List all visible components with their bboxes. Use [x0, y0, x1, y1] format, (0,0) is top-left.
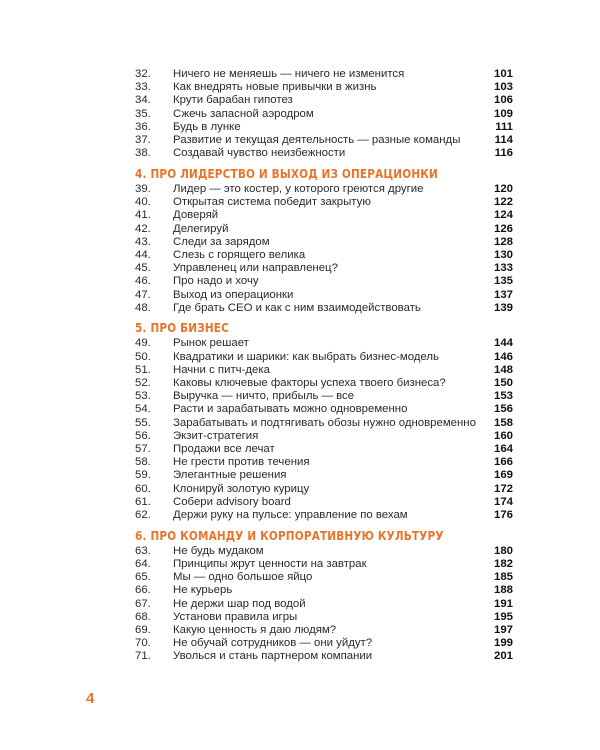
entry-number: 62. — [135, 509, 151, 522]
entry-page: 199 — [493, 637, 513, 650]
entry-page: 120 — [493, 182, 513, 195]
entry-page: 122 — [493, 196, 513, 209]
entry-title: Зарабатывать и подтягивать обозы нужно одновременно — [173, 416, 476, 429]
entry-title: Квадратики и шарики: как выбрать бизнес-модель — [173, 350, 439, 363]
toc-entry[interactable] — [135, 584, 513, 597]
page-number: 4 — [86, 690, 95, 707]
entry-title: Клонируй золотую курицу — [173, 482, 310, 495]
toc-entry[interactable] — [135, 509, 513, 522]
entry-page: 182 — [493, 558, 513, 570]
entry-title: Про надо и хочу — [173, 275, 259, 288]
entry-number: 71. — [135, 650, 151, 663]
toc-entry[interactable] — [135, 289, 513, 302]
toc-entry[interactable] — [135, 68, 513, 81]
entry-title: Делегируй — [173, 222, 229, 235]
entry-page: 153 — [493, 390, 513, 403]
entry-number: 39. — [135, 182, 151, 195]
entry-title: Выручка — ничто, прибыль — все — [173, 390, 355, 403]
entry-number: 61. — [135, 495, 151, 508]
toc-entry[interactable] — [135, 351, 513, 364]
entry-number: 51. — [135, 363, 151, 376]
toc-entry[interactable] — [135, 571, 513, 584]
entry-page: 126 — [493, 222, 513, 235]
toc-entry[interactable] — [135, 134, 513, 147]
entry-title: Рынок решает — [173, 337, 249, 350]
toc-entry[interactable] — [135, 236, 513, 249]
entry-page: 139 — [493, 301, 513, 314]
entry-title: Ничего не меняешь — ничего не изменится — [173, 68, 405, 80]
entry-title: Не держи шар под водой — [173, 597, 306, 610]
section-heading: 6. ПРО КОМАНДУ И КОРПОРАТИВНУЮ КУЛЬТУРУ — [135, 528, 444, 543]
toc-entry[interactable] — [135, 275, 513, 288]
entry-page: 109 — [493, 107, 513, 120]
toc-entry[interactable] — [135, 496, 513, 509]
entry-page: 116 — [494, 147, 513, 160]
entry-number: 36. — [135, 120, 151, 133]
entry-title: Экзит-стратегия — [173, 429, 259, 442]
entry-number: 48. — [135, 301, 151, 314]
entry-number: 47. — [135, 288, 151, 301]
entry-title: Установи правила игры — [173, 610, 298, 623]
toc-entry[interactable] — [135, 223, 513, 236]
toc-entry[interactable] — [135, 611, 513, 624]
toc-entry[interactable] — [135, 403, 513, 416]
entry-page: 103 — [493, 81, 513, 94]
entry-page: 195 — [493, 610, 513, 623]
entry-number: 57. — [135, 443, 151, 456]
entry-page: 135 — [493, 275, 513, 288]
entry-number: 67. — [135, 597, 151, 610]
entry-number: 58. — [135, 456, 151, 469]
entry-number: 32. — [135, 68, 151, 80]
entry-title: Слезь с горящего велика — [173, 248, 306, 261]
toc-entry[interactable] — [135, 598, 513, 611]
entry-title: Не обучай сотрудников — они уйдут? — [173, 637, 373, 650]
entry-page: 180 — [493, 544, 513, 557]
toc-entry[interactable] — [135, 94, 513, 107]
entry-number: 43. — [135, 235, 151, 248]
entry-page: 174 — [493, 495, 513, 508]
entry-page: 144 — [493, 337, 513, 350]
toc-entry[interactable] — [135, 377, 513, 390]
toc-entry[interactable] — [135, 196, 513, 209]
entry-page: 114 — [494, 134, 513, 147]
entry-number: 46. — [135, 275, 151, 288]
entry-title: Принципы жрут ценности на завтрак — [173, 558, 367, 570]
entry-title: Расти и зарабатывать можно одновременно — [173, 403, 408, 416]
entry-page: 137 — [493, 288, 513, 301]
toc-entry[interactable] — [135, 456, 513, 469]
entry-page: 160 — [493, 429, 513, 442]
entry-title: Развитие и текущая деятельность — разные команды — [173, 134, 461, 147]
entry-number: 44. — [135, 248, 151, 261]
entry-title: Начни с питч-дека — [173, 363, 270, 376]
entry-number: 42. — [135, 222, 151, 235]
entry-number: 38. — [135, 147, 151, 160]
entry-title: Будь в лунке — [173, 120, 241, 133]
toc-entry[interactable] — [135, 209, 513, 222]
entry-title: Элегантные решения — [173, 469, 287, 482]
entry-title: Мы — одно большое яйцо — [173, 571, 313, 584]
toc-entry[interactable] — [135, 262, 513, 275]
toc-entry[interactable] — [135, 121, 513, 134]
entry-title: Следи за зарядом — [173, 235, 270, 248]
entry-page: 146 — [493, 350, 513, 363]
entry-number: 34. — [135, 94, 151, 107]
entry-title: Собери advisory board — [173, 495, 291, 508]
entry-page: 124 — [493, 209, 513, 222]
section-heading: 4. ПРО ЛИДЕРСТВО И ВЫХОД ИЗ ОПЕРАЦИОНКИ — [135, 166, 438, 181]
entry-page: 191 — [493, 597, 513, 610]
entry-page: 128 — [493, 235, 513, 248]
entry-page: 197 — [493, 624, 513, 637]
entry-title: Управленец или направленец? — [173, 262, 338, 275]
entry-page: 156 — [493, 403, 513, 416]
entry-page: 130 — [493, 248, 513, 261]
toc-entry[interactable] — [135, 417, 513, 430]
entry-number: 55. — [135, 416, 151, 429]
entry-title: Каковы ключевые факторы успеха твоего бизнеса? — [173, 377, 446, 390]
toc-entry[interactable] — [135, 650, 513, 663]
entry-page: 106 — [493, 94, 513, 107]
entry-number: 63. — [135, 544, 151, 557]
toc-entry[interactable] — [135, 183, 513, 196]
entry-title: Не грести против течения — [173, 456, 310, 469]
entry-number: 56. — [135, 429, 151, 442]
toc-entry[interactable] — [135, 364, 513, 377]
entry-page: 172 — [493, 482, 513, 495]
entry-page: 201 — [493, 650, 513, 663]
entry-number: 33. — [135, 81, 151, 94]
toc-entry[interactable] — [135, 337, 513, 350]
entry-number: 60. — [135, 482, 151, 495]
entry-page: 169 — [493, 469, 513, 482]
entry-number: 59. — [135, 469, 151, 482]
toc-entry[interactable] — [135, 108, 513, 121]
entry-page: 133 — [493, 262, 513, 275]
entry-title: Где брать CEO и как с ним взаимодействовать — [173, 301, 421, 314]
entry-number: 54. — [135, 403, 151, 416]
entry-page: 166 — [493, 456, 513, 469]
toc-entry[interactable] — [135, 545, 513, 558]
toc-entry[interactable] — [135, 469, 513, 482]
entry-page: 148 — [493, 363, 513, 376]
entry-number: 45. — [135, 262, 151, 275]
entry-title: Создавай чувство неизбежности — [173, 147, 346, 160]
entry-title: Не будь мудаком — [173, 544, 264, 557]
entry-number: 70. — [135, 637, 151, 650]
entry-number: 65. — [135, 571, 151, 584]
entry-number: 69. — [135, 624, 151, 637]
toc-entry[interactable] — [135, 637, 513, 650]
entry-title: Доверяй — [173, 209, 219, 222]
entry-page: 185 — [493, 571, 513, 584]
entry-number: 40. — [135, 196, 151, 209]
entry-title: Продажи все лечат — [173, 443, 275, 456]
entry-title: Лидер — это костер, у которого греются другие — [173, 182, 424, 195]
entry-page: 101 — [493, 68, 513, 80]
entry-number: 37. — [135, 134, 151, 147]
entry-title: Сжечь запасной аэродром — [173, 107, 314, 120]
toc-entry[interactable] — [135, 558, 513, 571]
entry-page: 158 — [493, 416, 513, 429]
entry-title: Как внедрять новые привычки в жизнь — [173, 81, 377, 94]
entry-number: 68. — [135, 610, 151, 623]
entry-number: 64. — [135, 558, 151, 570]
entry-title: Выход из операционки — [173, 288, 294, 301]
toc-entry[interactable] — [135, 443, 513, 456]
entry-page: 164 — [493, 443, 513, 456]
entry-number: 49. — [135, 337, 151, 350]
toc-entry[interactable] — [135, 81, 513, 94]
entry-number: 52. — [135, 377, 151, 390]
entry-title: Крути барабан гипотез — [173, 94, 293, 107]
entry-page: 111 — [495, 120, 513, 133]
entry-title: Держи руку на пульсе: управление по вехам — [173, 509, 408, 522]
entry-number: 35. — [135, 107, 151, 120]
entry-number: 50. — [135, 350, 151, 363]
table-of-contents — [135, 68, 513, 664]
entry-number: 53. — [135, 390, 151, 403]
entry-title: Не курьерь — [173, 584, 233, 597]
entry-page: 188 — [493, 584, 513, 597]
entry-page: 150 — [493, 377, 513, 390]
toc-entry[interactable] — [135, 147, 513, 160]
entry-title: Какую ценность я даю людям? — [173, 624, 337, 637]
toc-entry[interactable] — [135, 483, 513, 496]
toc-entry[interactable] — [135, 624, 513, 637]
entry-title: Уволься и стань партнером компании — [173, 650, 373, 663]
entry-number: 41. — [135, 209, 151, 222]
toc-entry[interactable] — [135, 430, 513, 443]
entry-title: Открытая система победит закрытую — [173, 196, 371, 209]
toc-entry[interactable] — [135, 249, 513, 262]
section-heading: 5. ПРО БИЗНЕС — [135, 321, 230, 336]
toc-entry[interactable] — [135, 302, 513, 315]
toc-entry[interactable] — [135, 390, 513, 403]
entry-page: 176 — [493, 509, 513, 522]
entry-number: 66. — [135, 584, 151, 597]
